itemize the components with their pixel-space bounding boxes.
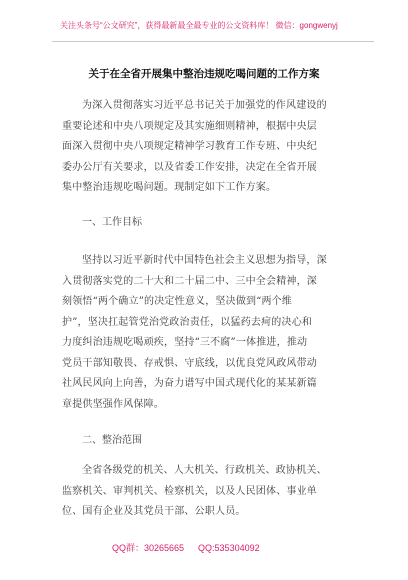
footer-contact [112, 542, 260, 554]
section-heading-scope: 二、整治范围 [82, 435, 142, 446]
footer-qq-group: QQ群：30265665 [112, 543, 185, 553]
paragraph-line: 重要论述和中央八项规定及其实施细则精神，根据中央层 [62, 120, 317, 132]
goals-paragraph [62, 251, 362, 415]
section-heading-goals: 一、工作目标 [82, 217, 142, 228]
header-divider [52, 41, 374, 42]
paragraph-line: 护”，坚决扛起管党治党政治责任，以猛药去疴的决心和 [62, 316, 313, 328]
paragraph-line: 位、国有企业及其党员干部、公职人员。 [62, 506, 246, 517]
scope-paragraph [62, 461, 362, 523]
paragraph-line: 为深入贯彻落实习近平总书记关于加强党的作风建设的 [82, 100, 327, 111]
intro-paragraph [62, 96, 362, 199]
paragraph-line: 坚持以习近平新时代中国特色社会主义思想为指导，深 [82, 255, 327, 266]
paragraph-line: 集中整治违规吃喝问题。现制定如下工作方案。 [62, 182, 277, 193]
footer-qq: QQ:535304092 [198, 543, 260, 553]
document-title: 关于在全省开展集中整治违规吃喝问题的工作方案 [88, 68, 320, 80]
paragraph-line: 入贯彻落实党的二十大和二十届二中、三中全会精神，深 [62, 275, 317, 287]
paragraph-line: 力度纠治违规吃喝顽疾，坚持“三不腐”一体推进，推动 [62, 337, 308, 348]
paragraph-line: 刻领悟“两个确立”的决定性意义，坚决做到“两个维 [62, 296, 293, 307]
paragraph-line: 监察机关、审判机关、检察机关，以及人民团体、事业单 [62, 485, 317, 497]
paragraph-line: 全省各级党的机关、人大机关、行政机关、政协机关、 [82, 465, 327, 476]
paragraph-line: 面深入贯彻中央八项规定精神学习教育工作专班、中央纪 [62, 141, 317, 152]
paragraph-line: 党员干部知敬畏、存戒惧、守底线，以优良党风政风带动 [62, 357, 317, 369]
header-banner: 关注头条号“公文研究”，获得最新最全最专业的公文资料库！ 微信：gongwenyj [60, 21, 338, 30]
paragraph-line: 社风民风向上向善，为奋力谱写中国式现代化的某某新篇 [62, 378, 317, 389]
paragraph-line: 章提供坚强作风保障。 [62, 398, 164, 410]
paragraph-line: 委办公厅有关要求，以及省委工作安排，决定在全省开展 [62, 161, 317, 173]
